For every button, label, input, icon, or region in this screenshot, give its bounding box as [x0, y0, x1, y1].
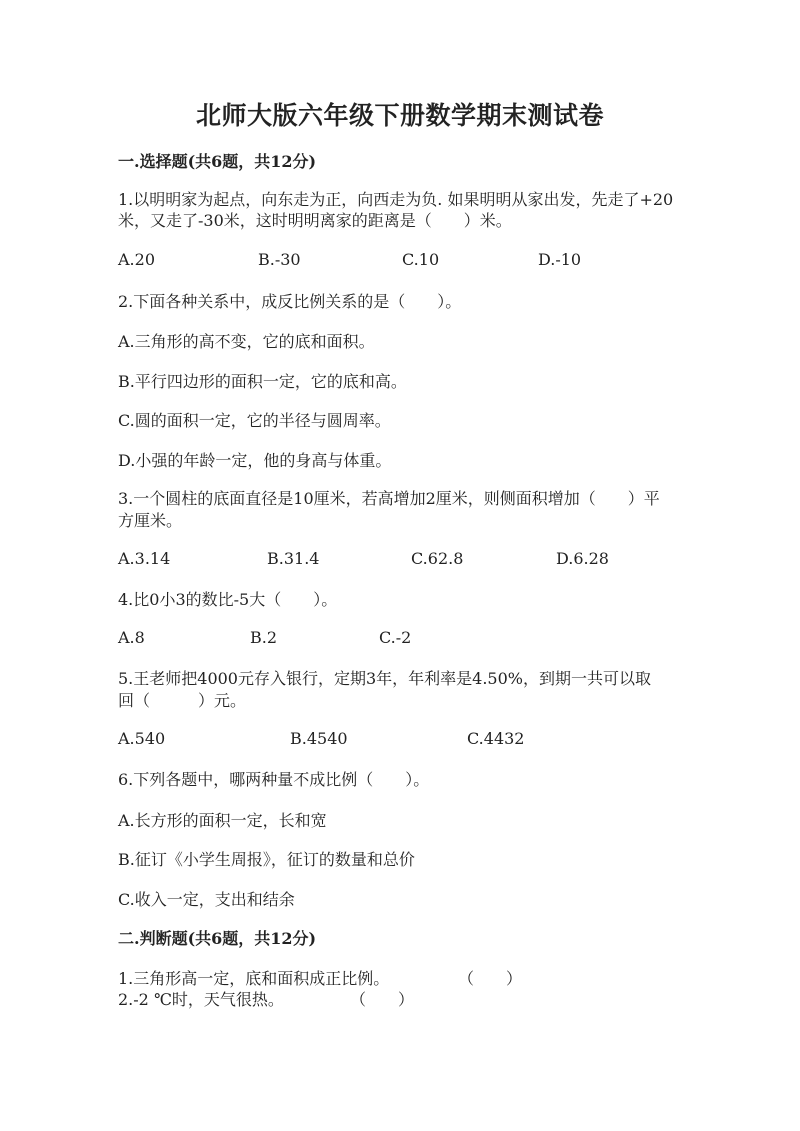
- judgement-2-text: 2.-2 ℃时，天气很热。: [118, 990, 284, 1009]
- question-6-option-a: A.长方形的面积一定，长和宽: [118, 811, 327, 830]
- question-1-option-d: D.-10: [538, 250, 582, 269]
- question-1-option-c: C.10: [402, 250, 440, 269]
- judgement-1-text: 1.三角形高一定，底和面积成正比例。: [118, 969, 390, 988]
- question-4-option-c: C.-2: [379, 628, 412, 647]
- question-3-option-d: D.6.28: [556, 549, 609, 568]
- question-3-option-b: B.31.4: [267, 549, 320, 568]
- page-title: 北师大版六年级下册数学期末测试卷: [195, 101, 604, 130]
- section-heading-choice: 一.选择题(共6题，共12分): [118, 152, 317, 171]
- judgement-1-blank: （ ）: [458, 969, 523, 988]
- question-6-option-b: B.征订《小学生周报》，征订的数量和总价: [118, 850, 415, 869]
- question-5-option-a: A.540: [118, 729, 166, 748]
- question-6-option-c: C.收入一定，支出和结余: [118, 890, 295, 909]
- question-2-option-d: D.小强的年龄一定，他的身高与体重。: [118, 451, 392, 470]
- question-4-option-b: B.2: [250, 628, 278, 647]
- question-3-option-c: C.62.8: [411, 549, 464, 568]
- judgement-2-blank: （ ）: [350, 990, 415, 1009]
- section-heading-judgement: 二.判断题(共6题，共12分): [118, 929, 317, 948]
- question-5-line-2: 回（ ）元。: [118, 691, 247, 710]
- question-2-option-b: B.平行四边形的面积一定，它的底和高。: [118, 372, 407, 391]
- question-4-line-1: 4.比0小3的数比-5大（ ）。: [118, 590, 338, 609]
- question-1-line-2: 米，又走了-30米，这时明明离家的距离是（ ）米。: [118, 211, 512, 230]
- question-6-line-1: 6.下列各题中，哪两种量不成比例（ ）。: [118, 770, 430, 789]
- question-3-option-a: A.3.14: [118, 549, 171, 568]
- question-3-line-2: 方厘米。: [118, 511, 183, 530]
- question-4-option-a: A.8: [118, 628, 145, 647]
- question-1-line-1: 1.以明明家为起点，向东走为正，向西走为负. 如果明明从家出发，先走了+20: [118, 190, 674, 209]
- question-5-option-c: C.4432: [467, 729, 525, 748]
- question-5-option-b: B.4540: [290, 729, 348, 748]
- question-1-option-b: B.-30: [258, 250, 301, 269]
- question-3-line-1: 3.一个圆柱的底面直径是10厘米，若高增加2厘米，则侧面积增加（ ）平: [118, 489, 660, 508]
- question-1-option-a: A.20: [118, 250, 155, 269]
- question-2-option-a: A.三角形的高不变，它的底和面积。: [118, 332, 375, 351]
- question-2-option-c: C.圆的面积一定，它的半径与圆周率。: [118, 411, 391, 430]
- question-2-line-1: 2.下面各种关系中，成反比例关系的是（ ）。: [118, 292, 462, 311]
- question-5-line-1: 5.王老师把4000元存入银行，定期3年，年利率是4.50%，到期一共可以取: [118, 669, 651, 688]
